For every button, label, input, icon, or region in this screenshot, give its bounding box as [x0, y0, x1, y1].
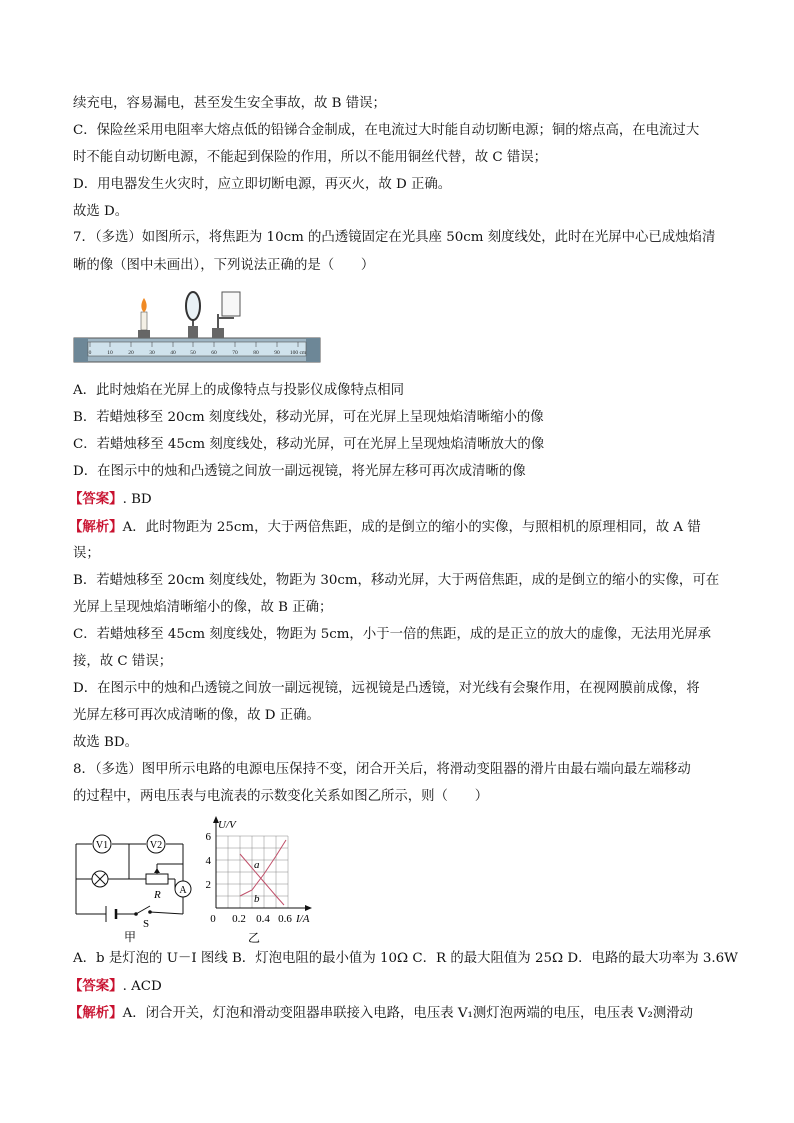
text-line: 接，故 C 错误；	[73, 654, 173, 669]
v2-label: V2	[149, 840, 163, 851]
x-axis-label: I/A	[296, 913, 310, 925]
text-line: C．保险丝采用电阻率大熔点低的铅锑合金制成，在电流过大时能自动切断电源；铜的熔点高，在电流过大	[73, 123, 700, 138]
circuit-diagram	[68, 826, 198, 946]
answer-tag: 【答案】	[69, 491, 123, 507]
text-line: D．在图示中的烛和凸透镜之间放一副远视镜，远视镜是凸透镜，对光线有会聚作用，在视网膜前成像，将	[73, 681, 700, 696]
curve-a-label: a	[254, 859, 260, 871]
x-tick-label: 0.6	[278, 913, 292, 925]
circuit-caption: 甲	[124, 930, 137, 944]
curve-b-label: b	[254, 893, 260, 905]
text-line: B．若蜡烛移至 20cm 刻度线处，物距为 30cm，移动光屏，大于两倍焦距，成的是倒立的缩小的实像，可在	[73, 573, 720, 588]
v1-label: V1	[95, 840, 109, 851]
convex-lens-icon	[186, 292, 200, 338]
answer-line	[69, 977, 162, 996]
answer-line	[69, 490, 152, 509]
option-d: D．在图示中的烛和凸透镜之间放一副远视镜，将光屏左移可再次成清晰的像	[73, 464, 526, 479]
y-tick-label: 4	[205, 855, 211, 867]
bench-tick-label: 70	[232, 350, 238, 356]
text-line: 时不能自动切断电源，不能起到保险的作用，所以不能用铜丝代替，故 C 错误；	[73, 150, 548, 165]
question-7-stem: 7．（多选）如图所示，将焦距为 10cm 的凸透镜固定在光具座 50cm 刻度线处，此时在光屏中心已成烛焰清	[73, 230, 716, 245]
option-a: A．此时烛焰在光屏上的成像特点与投影仪成像特点相同	[73, 383, 405, 398]
optical-bench-figure	[72, 290, 322, 370]
analysis-text: A．此时物距为 25cm，大于两倍焦距，成的是倒立的缩小的实像，与照相机的原理相同，故 A 错	[122, 520, 701, 535]
analysis-tag: 【解析】	[69, 519, 123, 535]
analysis-line	[69, 518, 701, 537]
answer-tag: 【答案】	[69, 978, 123, 994]
voltmeter-v1-icon	[93, 835, 111, 853]
text-line: 故选 BD。	[73, 735, 139, 750]
bench-tick-label: 0	[88, 350, 92, 356]
analysis-tag: 【解析】	[69, 1005, 123, 1021]
text-line: 光屏上呈现烛焰清晰缩小的像，故 B 正确；	[73, 600, 333, 615]
question-7-stem: 晰的像（图中未画出），下列说法正确的是（ ）	[73, 258, 375, 273]
switch-label: S	[143, 918, 150, 930]
bench-tick-label: 100 cm	[289, 350, 307, 356]
x-tick-label: 0.4	[256, 913, 270, 925]
ammeter-icon	[175, 881, 191, 897]
bench-tick-label: 30	[149, 350, 155, 356]
rheostat-icon	[146, 868, 168, 901]
bench-tick-label: 50	[190, 350, 196, 356]
voltmeter-v2-icon	[147, 835, 165, 853]
bulb-icon	[92, 871, 108, 887]
y-tick-label: 2	[205, 879, 211, 891]
y-axis-label: U/V	[218, 819, 236, 831]
text-line: 故选 D。	[73, 204, 129, 219]
candle-icon	[138, 298, 150, 338]
text-line: D．用电器发生火灾时，应立即切断电源，再灭火，故 D 正确。	[73, 177, 452, 192]
y-tick-label: 6	[205, 831, 211, 843]
bench-tick-label: 40	[170, 350, 176, 356]
graph-caption: 乙	[248, 931, 261, 945]
text-line: 续充电，容易漏电，甚至发生安全事故，故 B 错误；	[73, 96, 386, 111]
option-c: C．若蜡烛移至 45cm 刻度线处，移动光屏，可在光屏上呈现烛焰清晰放大的像	[73, 437, 545, 452]
text-line: 光屏左移可再次成清晰的像，故 D 正确。	[73, 708, 320, 723]
curve-a-line	[240, 854, 284, 905]
bench-tick-label: 10	[107, 350, 113, 356]
ammeter-label: A	[179, 885, 187, 896]
battery-icon	[106, 906, 116, 922]
option-b: B．若蜡烛移至 20cm 刻度线处，移动光屏，可在光屏上呈现烛焰清晰缩小的像	[73, 410, 544, 425]
bench-tick-label: 90	[274, 350, 280, 356]
answer-value: . ACD	[122, 979, 162, 994]
bench-tick-label: 80	[253, 350, 259, 356]
analysis-text: A．闭合开关，灯泡和滑动变阻器串联接入电路，电压表 V₁测灯泡两端的电压，电压表 V₂测滑动	[122, 1006, 694, 1021]
text-line: 误；	[73, 546, 100, 561]
question-8-options: A．b 是灯泡的 U－I 图线 B．灯泡电阻的最小值为 10Ω C．R 的最大阻值为 25Ω D．电路的最大功率为 3.6W	[73, 951, 738, 966]
question-8-stem: 8．（多选）图甲所示电路的电源电压保持不变，闭合开关后，将滑动变阻器的滑片由最右端向最左端移动	[73, 762, 691, 777]
switch-icon	[134, 906, 152, 930]
x-tick-label: 0.2	[232, 913, 246, 925]
light-screen-icon	[212, 292, 240, 338]
u-i-graph	[196, 812, 326, 948]
x-tick-label: 0	[210, 913, 216, 925]
question-8-stem: 的过程中，两电压表与电流表的示数变化关系如图乙所示，则（ ）	[73, 789, 489, 804]
bench-tick-label: 60	[211, 350, 217, 356]
text-line: C．若蜡烛移至 45cm 刻度线处，物距为 5cm，小于一倍的焦距，成的是正立的放大的虚像，无法用光屏承	[73, 627, 711, 642]
answer-value: . BD	[122, 492, 152, 507]
analysis-line	[69, 1004, 693, 1023]
resistor-label: R	[154, 889, 161, 901]
curve-b-line	[240, 840, 286, 896]
bench-tick-label: 20	[128, 350, 134, 356]
